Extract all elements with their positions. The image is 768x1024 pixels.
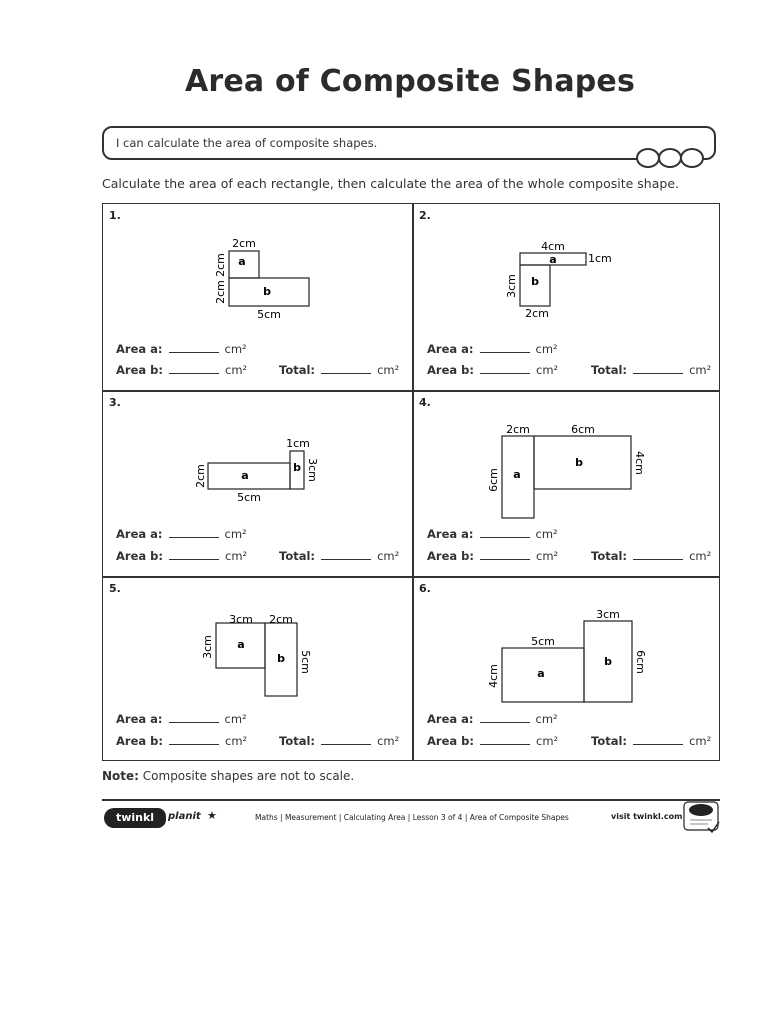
answer-blank[interactable] xyxy=(480,712,530,723)
answer-blank[interactable] xyxy=(321,549,371,560)
dimension-label: 4cm xyxy=(487,664,500,688)
answer-blank[interactable] xyxy=(480,734,530,745)
answer-row-a xyxy=(116,527,247,541)
answer-row-total xyxy=(279,549,399,563)
learning-objective: I can calculate the area of composite shapes. xyxy=(116,136,378,150)
dimension-label: 1cm xyxy=(588,252,612,265)
problem-cell-4 xyxy=(413,391,722,577)
unit-label: cm² xyxy=(225,363,248,377)
dimension-label: 6cm xyxy=(487,468,500,492)
area-b-label: Area b: xyxy=(427,363,474,377)
dimension-label: 1cm xyxy=(286,437,310,450)
problem-number: 3. xyxy=(109,396,121,409)
instruction-text: Calculate the area of each rectangle, then calculate the area of the whole composite shape. xyxy=(102,176,679,191)
answer-blank[interactable] xyxy=(633,734,683,745)
area-a-label: Area a: xyxy=(116,527,163,541)
answer-blank[interactable] xyxy=(169,363,219,374)
problem-number: 2. xyxy=(419,209,431,222)
dimension-label: 2cm xyxy=(214,253,227,277)
area-a-label: Area a: xyxy=(427,712,474,726)
unit-label: cm² xyxy=(689,734,712,748)
problem-cell-5 xyxy=(103,577,412,763)
dimension-label: 5cm xyxy=(299,650,312,674)
answer-blank[interactable] xyxy=(480,527,530,538)
unit-label: cm² xyxy=(225,734,248,748)
part-label: a xyxy=(241,469,249,482)
twinkl-logo[interactable]: twinkl xyxy=(104,808,166,828)
problem-cell-3 xyxy=(103,391,412,577)
self-assessment-circles xyxy=(638,148,704,166)
area-a-label: Area a: xyxy=(116,712,163,726)
unit-label: cm² xyxy=(536,363,559,377)
unit-label: cm² xyxy=(689,363,712,377)
unit-label: cm² xyxy=(535,712,558,726)
answer-blank[interactable] xyxy=(169,527,219,538)
answer-blank[interactable] xyxy=(169,734,219,745)
answer-row-a xyxy=(427,527,558,541)
footer-divider xyxy=(102,799,720,801)
problem-number: 1. xyxy=(109,209,121,222)
dimension-label: 4cm xyxy=(541,240,565,253)
unit-label: cm² xyxy=(536,734,559,748)
site-link[interactable]: visit twinkl.com xyxy=(611,812,683,821)
dimension-label: 5cm xyxy=(237,491,261,504)
problem-cell-1 xyxy=(103,204,412,390)
dimension-label: 2cm xyxy=(525,307,549,320)
breadcrumb: Maths | Measurement | Calculating Area | Lesson 3 of 4 | Area of Composite Shapes xyxy=(255,813,569,822)
answer-blank[interactable] xyxy=(321,363,371,374)
total-label: Total: xyxy=(279,549,316,563)
total-label: Total: xyxy=(591,363,628,377)
area-b-label: Area b: xyxy=(116,363,163,377)
answer-row-a xyxy=(427,712,558,726)
answer-row-a xyxy=(427,342,558,356)
problem-number: 4. xyxy=(419,396,431,409)
problem-number: 5. xyxy=(109,582,121,595)
dimension-label: 2cm xyxy=(214,280,227,304)
unit-label: cm² xyxy=(225,549,248,563)
area-b-label: Area b: xyxy=(116,734,163,748)
area-a-label: Area a: xyxy=(116,342,163,356)
dimension-label: 2cm xyxy=(506,423,530,436)
unit-label: cm² xyxy=(224,342,247,356)
dimension-label: 5cm xyxy=(257,308,281,321)
quality-badge-icon xyxy=(682,800,720,834)
answer-blank[interactable] xyxy=(480,363,530,374)
unit-label: cm² xyxy=(689,549,712,563)
planit-logo: planit xyxy=(168,811,201,822)
learning-objective-box xyxy=(102,126,716,160)
answer-row-b xyxy=(116,734,247,748)
answer-row-total xyxy=(591,734,711,748)
unit-label: cm² xyxy=(377,549,400,563)
unit-label: cm² xyxy=(536,549,559,563)
dimension-label: 3cm xyxy=(596,608,620,621)
dimension-label: 2cm xyxy=(232,237,256,250)
answer-blank[interactable] xyxy=(633,549,683,560)
dimension-label: 3cm xyxy=(229,613,253,626)
answer-row-b xyxy=(427,363,558,377)
answer-blank[interactable] xyxy=(169,712,219,723)
part-label: b xyxy=(604,655,612,668)
area-b-label: Area b: xyxy=(427,734,474,748)
part-label: b xyxy=(531,275,539,288)
dimension-label: 3cm xyxy=(505,274,518,298)
part-label: b xyxy=(263,285,271,298)
total-label: Total: xyxy=(279,734,316,748)
answer-row-a xyxy=(116,712,247,726)
answer-blank[interactable] xyxy=(480,342,530,353)
assessment-circle-icon xyxy=(658,148,682,168)
unit-label: cm² xyxy=(377,734,400,748)
answer-row-total xyxy=(591,363,711,377)
assessment-circle-icon xyxy=(636,148,660,168)
dimension-label: 2cm xyxy=(194,464,207,488)
part-label: a xyxy=(549,253,557,266)
part-label: a xyxy=(238,255,246,268)
part-label: a xyxy=(237,638,245,651)
unit-label: cm² xyxy=(535,342,558,356)
dimension-label: 6cm xyxy=(634,650,647,674)
answer-row-b xyxy=(427,549,558,563)
part-label: a xyxy=(537,667,545,680)
area-a-label: Area a: xyxy=(427,527,474,541)
problem-grid xyxy=(102,203,720,761)
answer-blank[interactable] xyxy=(169,342,219,353)
dimension-label: 6cm xyxy=(571,423,595,436)
problem-cell-2 xyxy=(413,204,722,390)
note-text: Composite shapes are not to scale. xyxy=(138,769,355,783)
assessment-circle-icon xyxy=(680,148,704,168)
answer-row-a xyxy=(116,342,247,356)
note xyxy=(102,769,354,783)
unit-label: cm² xyxy=(377,363,400,377)
dimension-label: 5cm xyxy=(531,635,555,648)
answer-blank[interactable] xyxy=(169,549,219,560)
area-b-label: Area b: xyxy=(427,549,474,563)
dimension-label: 4cm xyxy=(633,451,646,475)
dimension-label: 3cm xyxy=(201,635,214,659)
star-icon: ★ xyxy=(207,809,217,822)
part-label: b xyxy=(277,652,285,665)
total-label: Total: xyxy=(591,734,628,748)
part-label: a xyxy=(513,468,521,481)
total-label: Total: xyxy=(279,363,316,377)
total-label: Total: xyxy=(591,549,628,563)
answer-row-b xyxy=(116,549,247,563)
answer-row-b xyxy=(116,363,247,377)
dimension-label: 2cm xyxy=(269,613,293,626)
answer-row-total xyxy=(279,363,399,377)
problem-number: 6. xyxy=(419,582,431,595)
unit-label: cm² xyxy=(224,712,247,726)
answer-blank[interactable] xyxy=(633,363,683,374)
unit-label: cm² xyxy=(224,527,247,541)
dimension-label: 3cm xyxy=(306,458,319,482)
answer-row-b xyxy=(427,734,558,748)
area-a-label: Area a: xyxy=(427,342,474,356)
part-label: b xyxy=(293,461,301,474)
unit-label: cm² xyxy=(535,527,558,541)
answer-blank[interactable] xyxy=(480,549,530,560)
answer-row-total xyxy=(279,734,399,748)
area-b-label: Area b: xyxy=(116,549,163,563)
part-label: b xyxy=(575,456,583,469)
page-title: Area of Composite Shapes xyxy=(184,64,636,99)
problem-cell-6 xyxy=(413,577,722,763)
answer-blank[interactable] xyxy=(321,734,371,745)
answer-row-total xyxy=(591,549,711,563)
note-label: Note: xyxy=(102,769,139,783)
